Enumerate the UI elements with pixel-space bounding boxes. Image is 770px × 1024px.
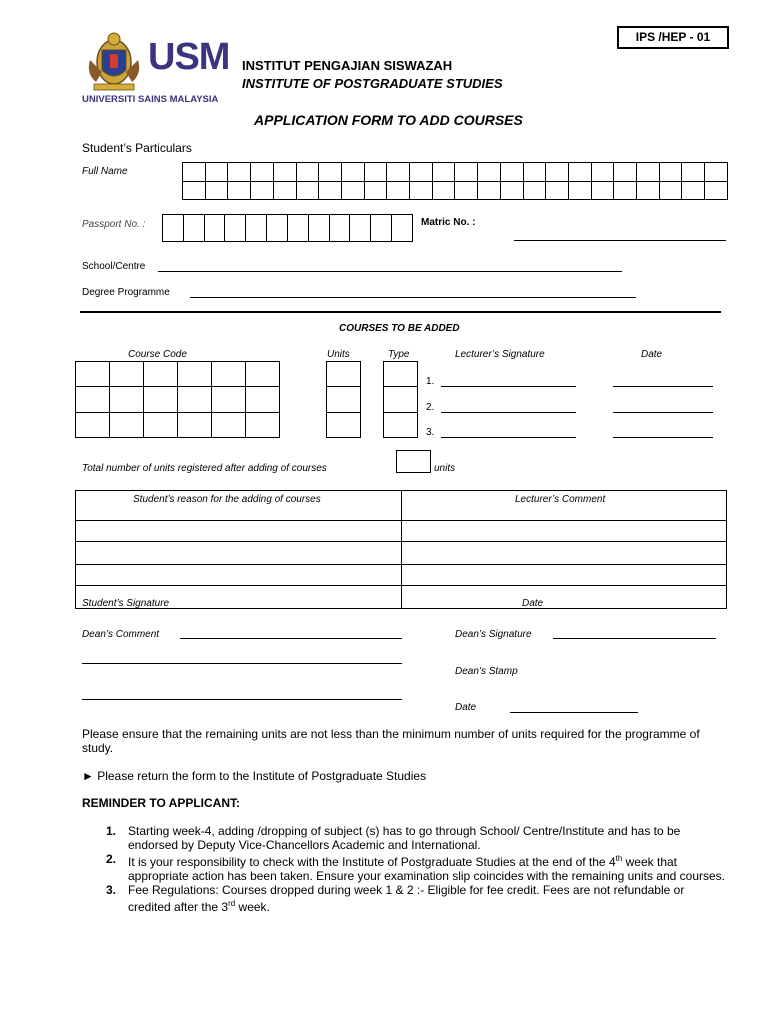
units-note: Please ensure that the remaining units are not less than the minimum number of units required for the programme of study. bbox=[82, 727, 700, 755]
col-course-code: Course Code bbox=[128, 349, 187, 360]
reason-row-line-4 bbox=[75, 585, 727, 586]
reminder-item-3: 3. Fee Regulations: Courses dropped during week 1 & 2 :- Eligible for fee credit. Fees are not refundable or credited after the 3rd week. bbox=[106, 883, 685, 914]
reason-row-line-1 bbox=[75, 520, 727, 521]
reminder-item-2: 2. It is your responsibility to check with the Institute of Postgraduate Studies at the end of the 4th week that appropriate action has been taken. Ensure your examination slip coincides with the remaining units and courses. bbox=[106, 852, 726, 883]
course-row-3-signature[interactable] bbox=[441, 437, 576, 438]
institute-name-malay: INSTITUT PENGAJIAN SISWAZAH bbox=[242, 58, 453, 73]
form-code: IPS /HEP - 01 bbox=[635, 30, 711, 44]
matric-label bbox=[421, 217, 475, 228]
comment-header: Lecturer’s Comment bbox=[515, 494, 606, 505]
course-row-1-signature[interactable] bbox=[441, 386, 576, 387]
dean-date-label: Date bbox=[455, 702, 477, 713]
particulars-heading: Student’s Particulars bbox=[82, 141, 192, 155]
school-field[interactable] bbox=[158, 271, 622, 272]
course-row-2-signature[interactable] bbox=[441, 412, 576, 413]
passport-grid[interactable] bbox=[162, 214, 413, 242]
courses-heading: COURSES TO BE ADDED bbox=[339, 323, 460, 334]
dean-comment-label: Dean’s Comment bbox=[82, 629, 160, 640]
total-units-label: Total number of units registered after adding of courses bbox=[82, 463, 327, 474]
course-row-3-number: 3. bbox=[426, 427, 435, 438]
course-row-1-date[interactable] bbox=[613, 386, 713, 387]
course-row-3-date[interactable] bbox=[613, 437, 713, 438]
section-divider bbox=[80, 311, 721, 313]
reminder-item-3-text: Fee Regulations: Courses dropped during week 1 & 2 :- Eligible for fee credit. Fees are not refundable or credited after the 3rd week. bbox=[128, 883, 685, 914]
course-code-grid[interactable] bbox=[75, 361, 280, 438]
total-units-suffix: units bbox=[434, 463, 456, 474]
logo-university: UNIVERSITI SAINS MALAYSIA bbox=[82, 94, 219, 105]
degree-label: Degree Programme bbox=[82, 287, 170, 298]
full-name-grid[interactable] bbox=[182, 162, 728, 200]
col-units: Units bbox=[327, 349, 350, 360]
reminder-list bbox=[100, 824, 725, 914]
dean-date-line[interactable] bbox=[510, 712, 638, 713]
dean-signature-line[interactable] bbox=[553, 638, 716, 639]
institute-name-english: INSTITUTE OF POSTGRADUATE STUDIES bbox=[242, 76, 503, 91]
passport-label: Passport No. : bbox=[82, 219, 146, 230]
dean-comment-line-3[interactable] bbox=[82, 699, 402, 700]
course-row-2-number: 2. bbox=[426, 402, 435, 413]
course-row-2-date[interactable] bbox=[613, 412, 713, 413]
dean-signature-label: Dean’s Signature bbox=[455, 629, 532, 640]
reminder-item-2-text: It is your responsibility to check with the Institute of Postgraduate Studies at the end of the 4th week that appropriate action has been taken. Ensure your examination slip coincides with the remaining units and courses. bbox=[128, 854, 726, 883]
matric-field[interactable] bbox=[514, 240, 726, 241]
full-name-label: Full Name bbox=[82, 166, 128, 177]
reminder-heading: REMINDER TO APPLICANT: bbox=[82, 796, 241, 810]
col-signature: Lecturer’s Signature bbox=[455, 349, 545, 360]
form-title: APPLICATION FORM TO ADD COURSES bbox=[254, 112, 523, 128]
units-grid[interactable] bbox=[326, 361, 361, 438]
matric-label-text: Matric No. : bbox=[421, 217, 476, 228]
school-label: School/Centre bbox=[82, 261, 146, 272]
col-type: Type bbox=[388, 349, 410, 360]
return-note: ► Please return the form to the Institute of Postgraduate Studies bbox=[82, 769, 427, 783]
dean-comment-line-2[interactable] bbox=[82, 663, 402, 664]
course-row-1-number: 1. bbox=[426, 376, 435, 387]
reason-header: Student’s reason for the adding of courses bbox=[133, 494, 321, 505]
dean-stamp-label: Dean’s Stamp bbox=[455, 666, 518, 677]
student-signature-label: Student’s Signature bbox=[82, 598, 170, 609]
reason-table-divider bbox=[401, 490, 402, 609]
reminder-item-1-text: Starting week-4, adding /dropping of subject (s) has to go through School/ Centre/Institute and has to be endorsed by Deputy Vice-Chancellors Academic and International. bbox=[128, 824, 681, 852]
reminder-item-1: 1. Starting week-4, adding /dropping of subject (s) has to go through School/ Centre/Institute and has to be endorsed by Deputy Vice-Chancellors Academic and International. bbox=[106, 824, 681, 852]
total-units-box[interactable] bbox=[396, 450, 431, 473]
type-grid[interactable] bbox=[383, 361, 418, 438]
form-code-box bbox=[617, 26, 729, 49]
reason-row-line-2 bbox=[75, 541, 727, 542]
university-logo bbox=[80, 30, 230, 108]
col-date: Date bbox=[641, 349, 663, 360]
logo-letters: USM bbox=[148, 36, 230, 78]
dean-comment-line-1[interactable] bbox=[180, 638, 402, 639]
reason-date-label: Date bbox=[522, 598, 544, 609]
reason-row-line-3 bbox=[75, 564, 727, 565]
crest-icon bbox=[84, 30, 144, 92]
degree-field[interactable] bbox=[190, 297, 636, 298]
